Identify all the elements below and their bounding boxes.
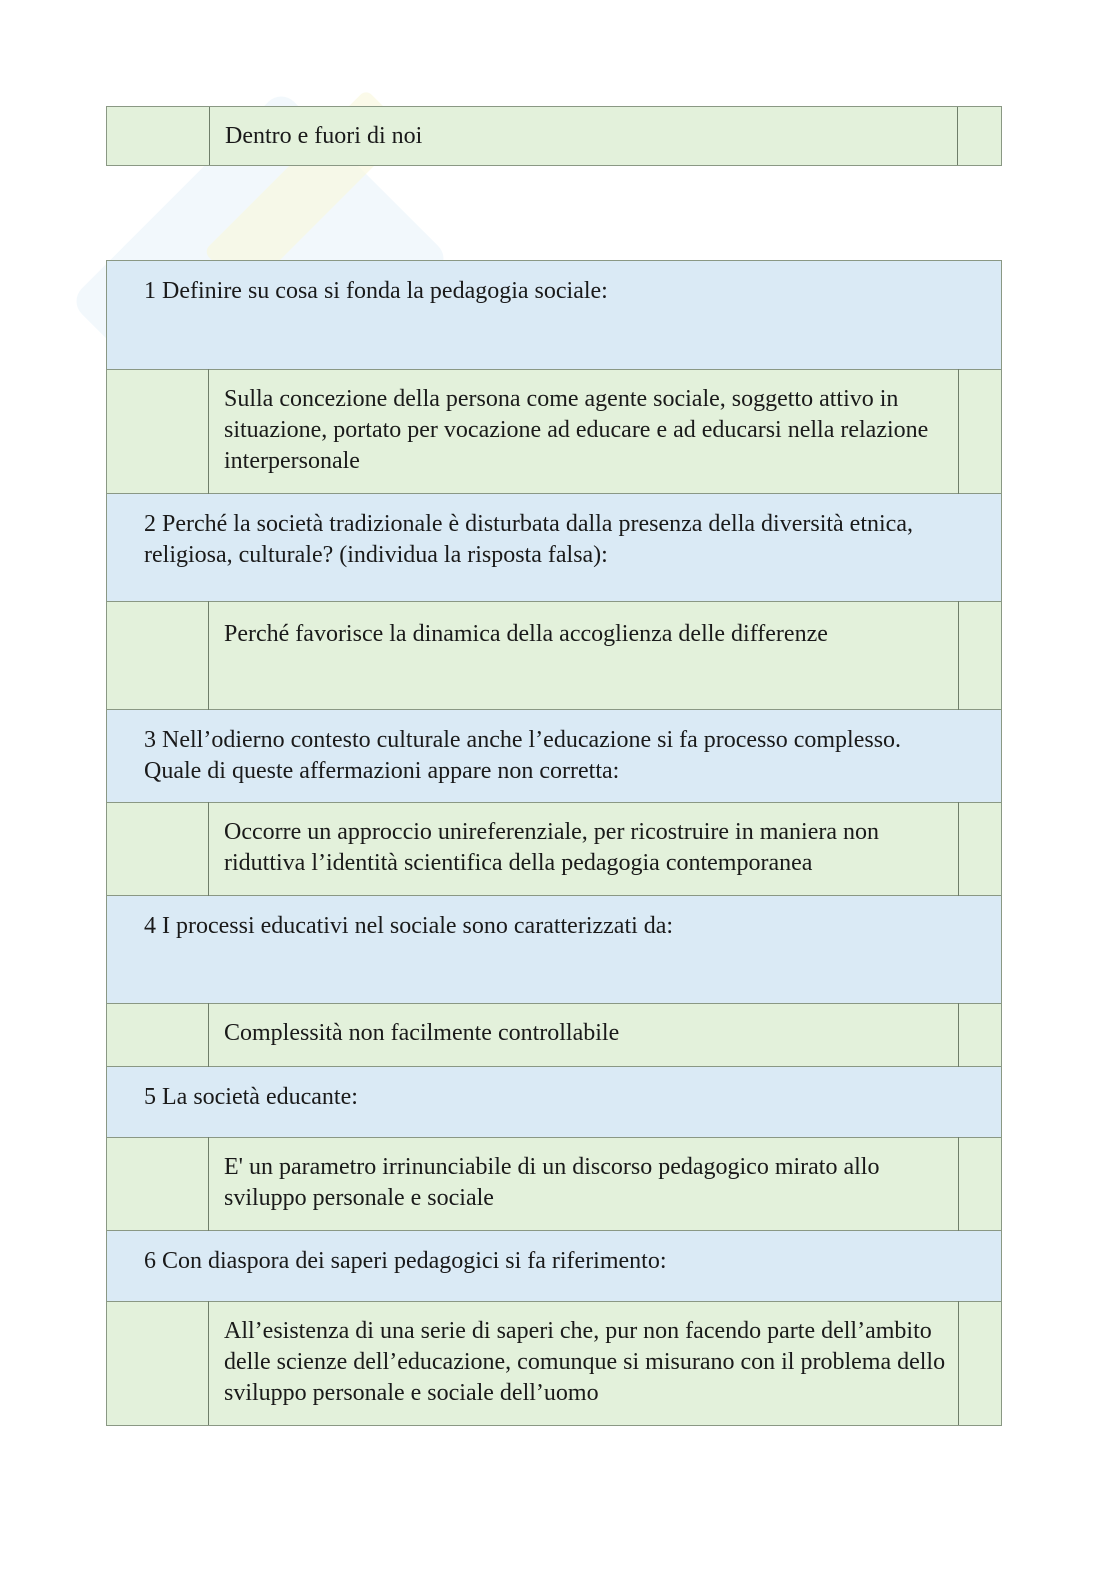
header-right-cell	[957, 107, 1001, 165]
question-row	[107, 1231, 1002, 1302]
answer-checkbox-cell	[107, 803, 209, 896]
quiz-table	[106, 260, 1002, 1426]
answer-text: All’esistenza di una serie di saperi che, pur non facendo parte dell’ambito delle scienze dell’educazione, comunque si misurano con il problema dello sviluppo personale e sociale dell’uomo	[209, 1302, 959, 1426]
answer-checkbox-cell	[107, 1004, 209, 1067]
answer-score-cell	[958, 602, 1001, 710]
question-text: 5 La società educante:	[107, 1067, 1002, 1138]
answer-checkbox-cell	[107, 1302, 209, 1426]
answer-text: Occorre un approccio unireferenziale, per ricostruire in maniera non riduttiva l’identità scientifica della pedagogia contemporanea	[209, 803, 959, 896]
answer-row	[107, 1138, 1002, 1231]
answer-text: Perché favorisce la dinamica della accoglienza delle differenze	[209, 602, 959, 710]
answer-score-cell	[958, 370, 1001, 494]
answer-text: Complessità non facilmente controllabile	[209, 1004, 959, 1067]
header-left-cell	[107, 107, 210, 165]
question-text: 6 Con diaspora dei saperi pedagogici si fa riferimento:	[107, 1231, 1002, 1302]
answer-row	[107, 803, 1002, 896]
question-text: 3 Nell’odierno contesto culturale anche l’educazione si fa processo complesso. Quale di queste affermazioni appare non corretta:	[107, 710, 1002, 803]
answer-score-cell	[958, 1302, 1001, 1426]
question-row	[107, 896, 1002, 1004]
answer-row	[107, 370, 1002, 494]
question-row	[107, 710, 1002, 803]
answer-checkbox-cell	[107, 602, 209, 710]
answer-checkbox-cell	[107, 370, 209, 494]
question-row	[107, 494, 1002, 602]
section-header	[106, 106, 1002, 166]
answer-text: Sulla concezione della persona come agente sociale, soggetto attivo in situazione, portato per vocazione ad educare e ad educarsi nella relazione interpersonale	[209, 370, 959, 494]
answer-checkbox-cell	[107, 1138, 209, 1231]
answer-text: E' un parametro irrinunciabile di un discorso pedagogico mirato allo sviluppo personale e sociale	[209, 1138, 959, 1231]
question-row	[107, 1067, 1002, 1138]
section-title: Dentro e fuori di noi	[225, 123, 423, 149]
question-row	[107, 261, 1002, 370]
answer-row	[107, 1302, 1002, 1426]
answer-row	[107, 1004, 1002, 1067]
answer-score-cell	[958, 1138, 1001, 1231]
answer-score-cell	[958, 803, 1001, 896]
question-text: 2 Perché la società tradizionale è disturbata dalla presenza della diversità etnica, religiosa, culturale? (individua la risposta falsa):	[107, 494, 1002, 602]
question-text: 1 Definire su cosa si fonda la pedagogia sociale:	[107, 261, 1002, 370]
answer-row	[107, 602, 1002, 710]
answer-score-cell	[958, 1004, 1001, 1067]
question-text: 4 I processi educativi nel sociale sono caratterizzati da:	[107, 896, 1002, 1004]
